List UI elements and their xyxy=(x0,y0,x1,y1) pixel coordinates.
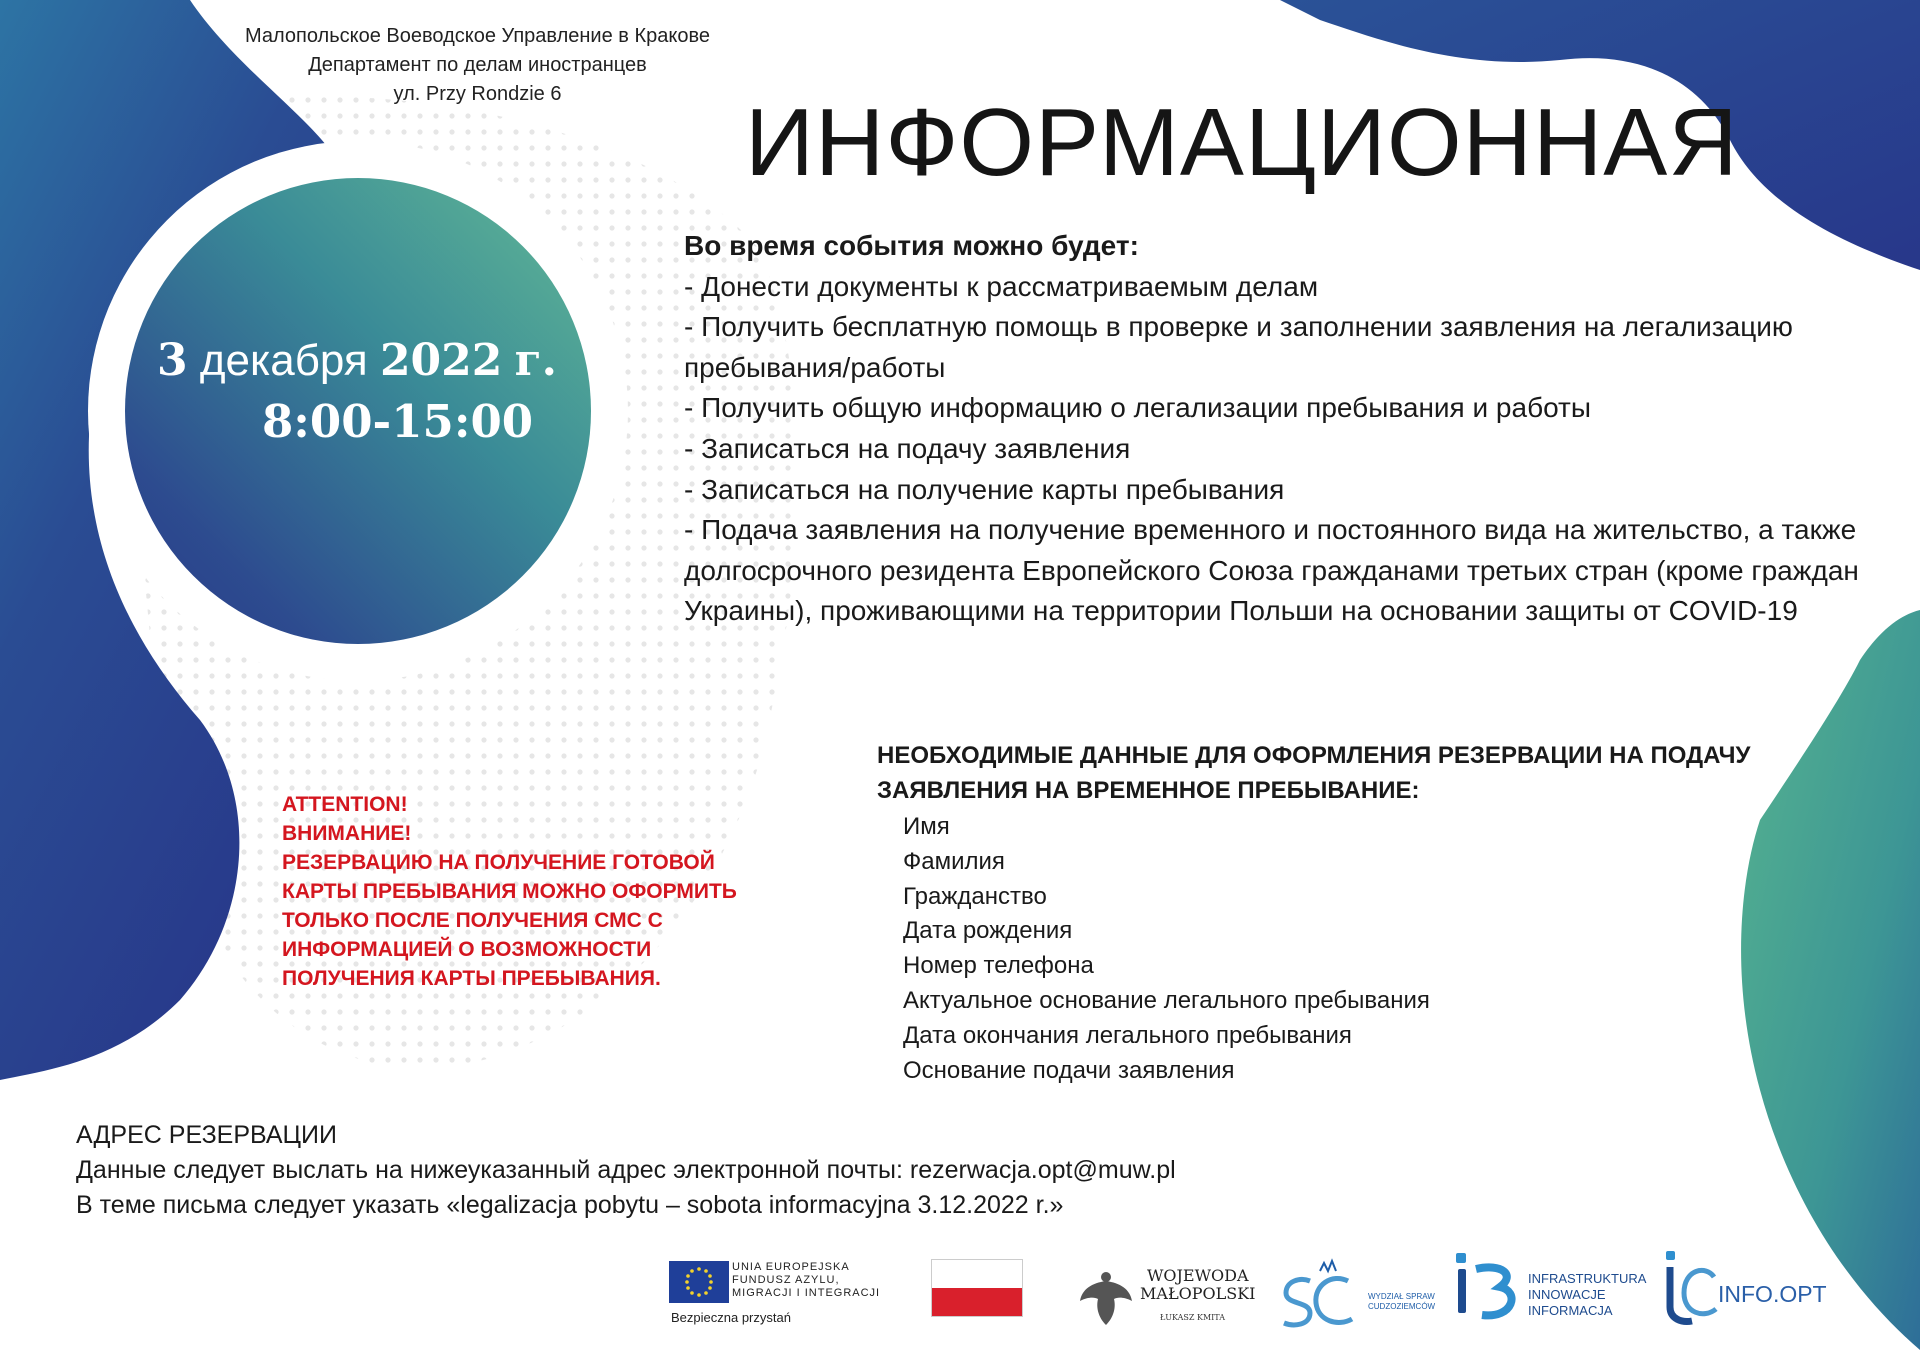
i3-line-3: INFORMACJA xyxy=(1528,1303,1613,1318)
eu-line-3: MIGRACJI I INTEGRACJI xyxy=(732,1287,881,1299)
address-email-line: Данные следует выслать на нижеуказанный адрес электронной почты: rezerwacja.opt@muw.pl xyxy=(76,1156,1176,1184)
attention-line-ru: ВНИМАНИЕ! xyxy=(282,822,412,845)
attention-text-line: КАРТЫ ПРЕБЫВАНИЯ МОЖНО ОФОРМИТЬ xyxy=(282,880,737,903)
event-item: - Получить бесплатную помощь в проверке и заполнении заявления на легализацию пребывания/работы xyxy=(684,311,1793,383)
list-item: Гражданство xyxy=(903,882,1047,910)
logos-row xyxy=(0,1245,1920,1345)
reservation-requirements xyxy=(877,738,1797,1088)
date-month: декабря xyxy=(199,336,368,385)
eu-subtitle: Bezpieczna przystań xyxy=(671,1310,791,1325)
event-item: - Подача заявления на получение временного и постоянного вида на жительство, а также долгосрочного резидента Европейского Союза гражданами третьих стран (кроме граждан Украины), проживающими на территории Польши на основании защиты от COVID-19 xyxy=(684,514,1859,627)
sc-line-2: CUDZOZIEMCÓW xyxy=(1368,1302,1436,1311)
reservation-address xyxy=(76,1118,1476,1223)
reservation-heading: НЕОБХОДИМЫЕ ДАННЫЕ ДЛЯ ОФОРМЛЕНИЯ РЕЗЕРВАЦИИ НА ПОДАЧУ ЗАЯВЛЕНИЯ НА ВРЕМЕННОЕ ПРЕБЫВАНИЕ: xyxy=(877,742,1751,804)
wojewoda-line-2: MAŁOPOLSKI xyxy=(1140,1284,1256,1303)
list-item: Дата рождения xyxy=(903,917,1073,945)
wojewoda-name: ŁUKASZ KMITA xyxy=(1160,1313,1225,1322)
event-item: - Записаться на получение карты пребывания xyxy=(684,473,1285,505)
list-item: Основание подачи заявления xyxy=(903,1056,1235,1084)
eagle-emblem-icon xyxy=(1078,1267,1134,1329)
attention-text-line: ТОЛЬКО ПОСЛЕ ПОЛУЧЕНИЯ СМС С xyxy=(282,909,663,932)
wojewoda-logo-text xyxy=(1140,1267,1256,1303)
info-opt-label: INFO.OPT xyxy=(1718,1281,1827,1307)
eu-logo-text xyxy=(732,1261,880,1300)
date-line xyxy=(157,335,557,386)
event-section xyxy=(684,226,1864,632)
address-heading: АДРЕС РЕЗЕРВАЦИИ xyxy=(76,1121,337,1149)
sc-line-1: WYDZIAŁ SPRAW xyxy=(1368,1292,1435,1301)
event-item: - Записаться на подачу заявления xyxy=(684,432,1131,464)
sc-logo-text xyxy=(1368,1292,1435,1312)
list-item: Фамилия xyxy=(903,847,1005,875)
reservation-fields-list xyxy=(877,810,1797,1088)
i3-line-1: INFRASTRUKTURA xyxy=(1528,1271,1647,1286)
date-year: 2022 xyxy=(379,335,503,386)
header-line-1: Малопольское Воеводское Управление в Кракове xyxy=(245,25,710,47)
wojewoda-line-1: WOJEWODA xyxy=(1146,1266,1249,1285)
time-range: 8:00-15:00 xyxy=(262,395,534,448)
list-item: Дата окончания легального пребывания xyxy=(903,1021,1352,1049)
i3-logo-text xyxy=(1528,1271,1646,1319)
header-line-2: Департамент по делам иностранцев xyxy=(308,54,647,76)
attention-text-line: ИНФОРМАЦИЕЙ О ВОЗМОЖНОСТИ xyxy=(282,938,652,961)
institution-header xyxy=(200,22,755,109)
poland-flag-icon xyxy=(931,1259,1023,1317)
eu-line-2: FUNDUSZ AZYLU, xyxy=(732,1274,840,1286)
info-opt-logo-icon xyxy=(1662,1247,1722,1327)
header-line-3: ул. Przy Rondzie 6 xyxy=(393,83,562,105)
list-item: Номер телефона xyxy=(903,952,1094,980)
eu-line-1: UNIA EUROPEJSKA xyxy=(732,1261,850,1273)
event-item: - Донести документы к рассматриваемым делам xyxy=(684,270,1319,302)
sc-logo-icon xyxy=(1280,1251,1370,1331)
attention-notice xyxy=(282,790,782,993)
i3-logo-icon xyxy=(1452,1249,1526,1329)
page-title: ИНФОРМАЦИОННАЯ xyxy=(745,89,1739,196)
attention-line-en: ATTENTION! xyxy=(282,793,408,816)
event-heading: Во время события можно будет: xyxy=(684,230,1139,261)
event-item: - Получить общую информацию о легализации пребывания и работы xyxy=(684,392,1592,424)
eu-flag-icon xyxy=(669,1261,729,1303)
list-item: Имя xyxy=(903,813,950,840)
list-item: Актуальное основание легального пребывания xyxy=(903,986,1430,1014)
i3-line-2: INNOWACJE xyxy=(1528,1287,1606,1302)
attention-text-line: РЕЗЕРВАЦИЮ НА ПОЛУЧЕНИЕ ГОТОВОЙ xyxy=(282,851,715,874)
attention-text-line: ПОЛУЧЕНИЯ КАРТЫ ПРЕБЫВАНИЯ. xyxy=(282,967,661,990)
date-day: 3 xyxy=(157,335,188,386)
date-suffix: г. xyxy=(514,335,557,386)
address-subject-line: В теме письма следует указать «legalizacja pobytu – sobota informacyjna 3.12.2022 r.» xyxy=(76,1191,1064,1219)
